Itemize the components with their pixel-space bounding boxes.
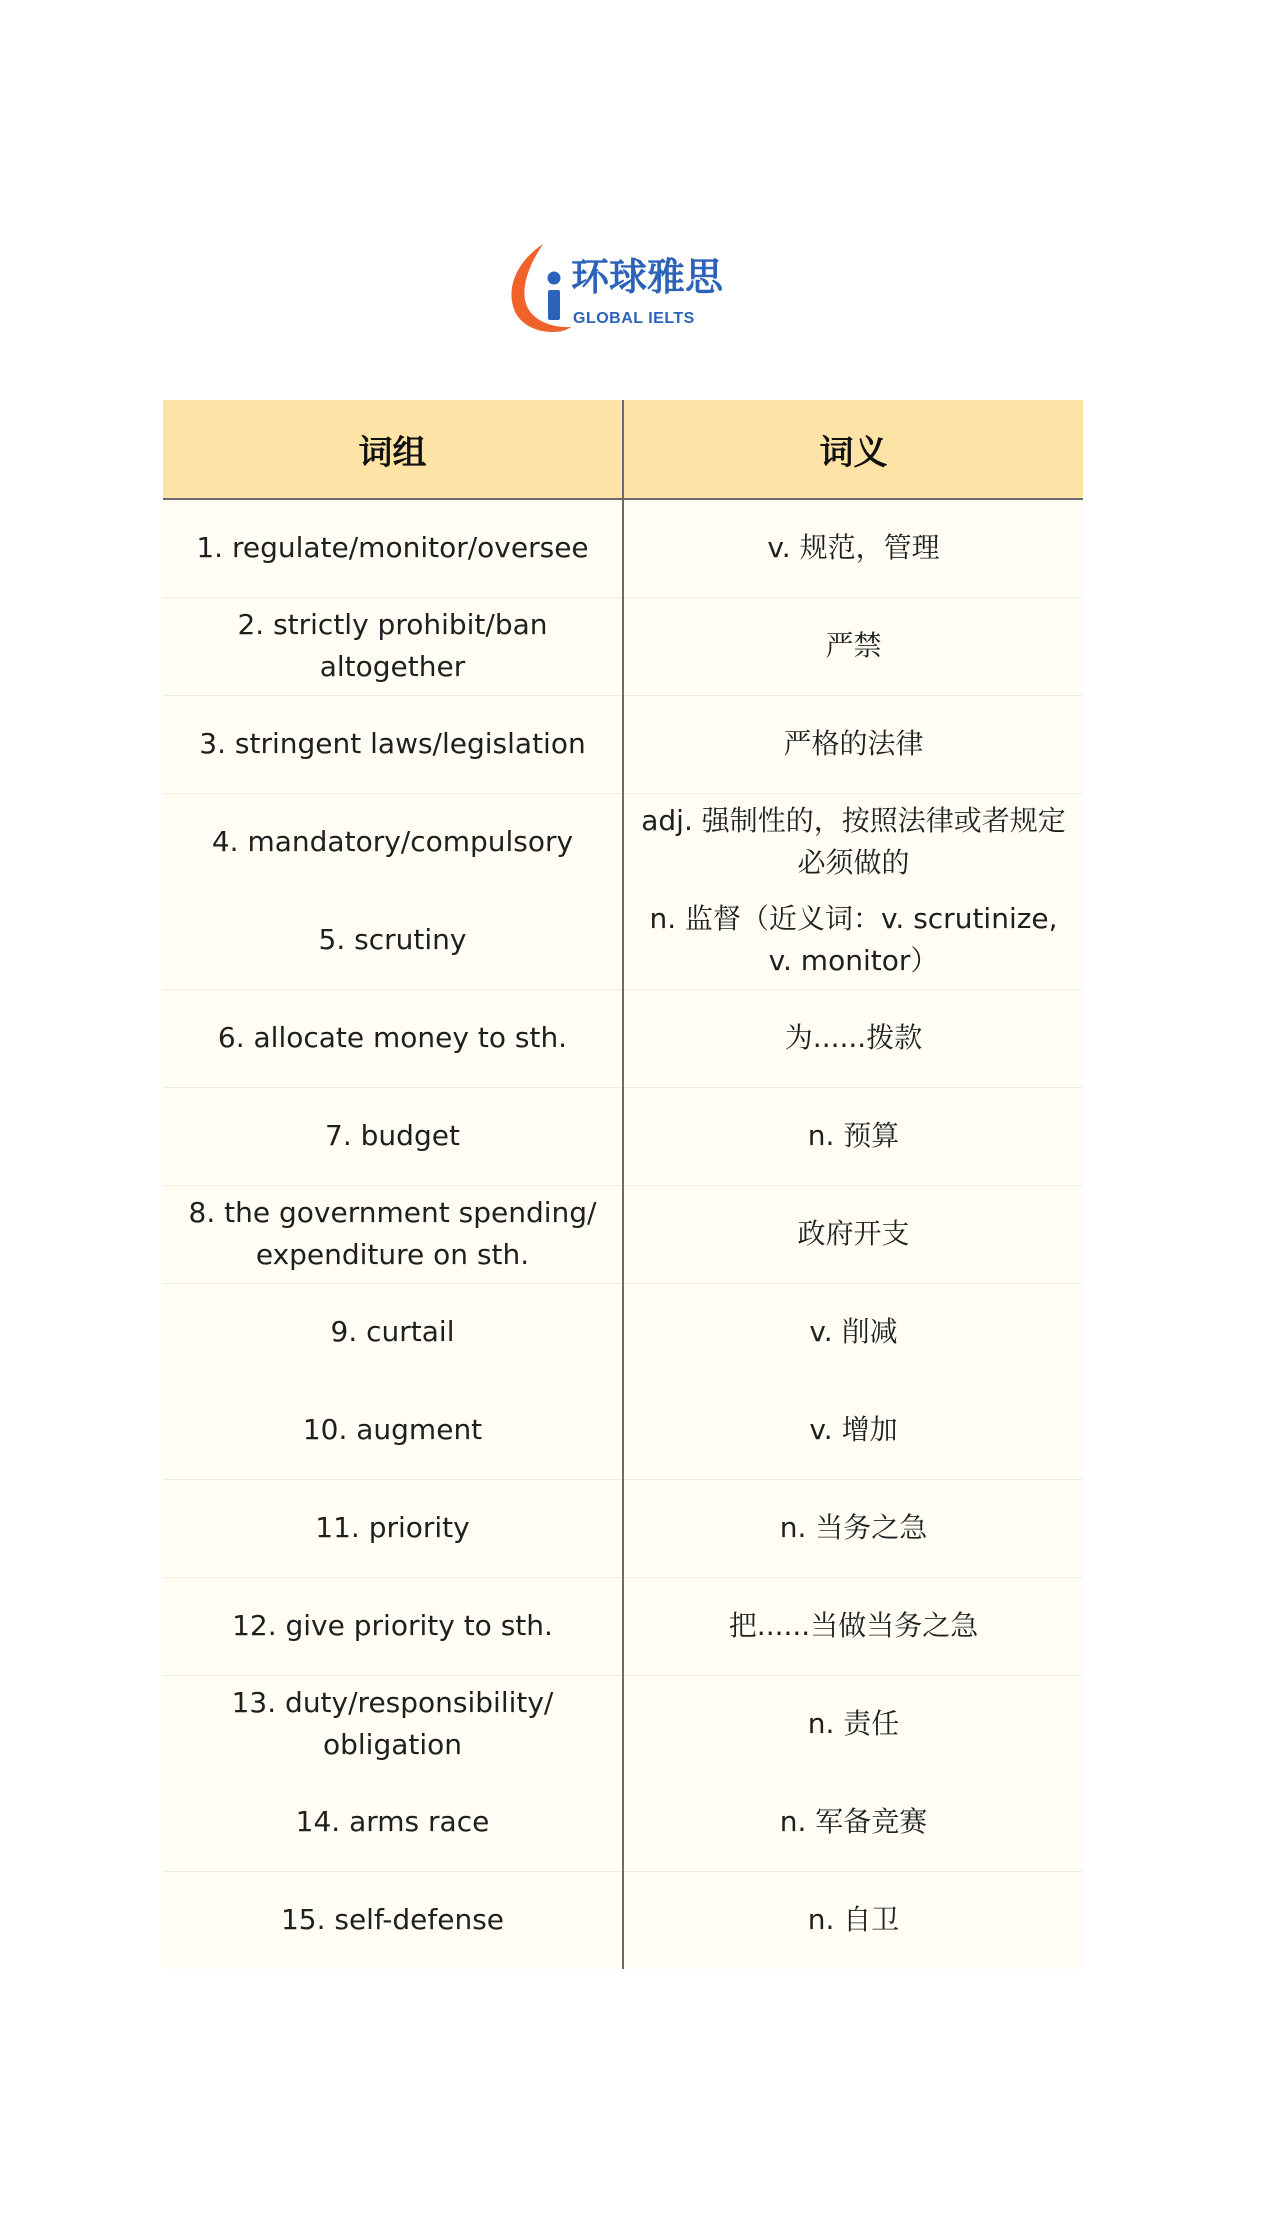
logo-chinese-name: 环球雅思 [571, 255, 724, 299]
meaning-cell: 严格的法律 [623, 695, 1083, 793]
table-row [163, 793, 1083, 891]
logo-emblem-icon [505, 238, 575, 338]
table-header-row [163, 400, 1083, 499]
meaning-cell: 政府开支 [623, 1185, 1083, 1283]
global-ielts-logo [505, 238, 735, 338]
vocabulary-table [163, 400, 1083, 1969]
table-row [163, 891, 1083, 989]
table-row [163, 1381, 1083, 1479]
meaning-cell: n. 当务之急 [623, 1479, 1083, 1577]
term-cell: 5. scrutiny [163, 891, 623, 989]
meaning-cell: n. 监督（近义词：v. scrutinize, v. monitor） [623, 891, 1083, 989]
meaning-cell: n. 军备竞赛 [623, 1773, 1083, 1871]
term-cell: 3. stringent laws/legislation [163, 695, 623, 793]
table-row [163, 1871, 1083, 1969]
term-cell: 6. allocate money to sth. [163, 989, 623, 1087]
meaning-cell: v. 规范，管理 [623, 499, 1083, 597]
term-cell: 4. mandatory/compulsory [163, 793, 623, 891]
table-row [163, 989, 1083, 1087]
term-cell: 1. regulate/monitor/oversee [163, 499, 623, 597]
meaning-cell: n. 自卫 [623, 1871, 1083, 1969]
header-meaning: 词义 [623, 400, 1083, 499]
meaning-cell: v. 削减 [623, 1283, 1083, 1381]
meaning-cell: 为......拨款 [623, 989, 1083, 1087]
meaning-cell: n. 预算 [623, 1087, 1083, 1185]
header-term: 词组 [163, 400, 623, 499]
meaning-cell: 把......当做当务之急 [623, 1577, 1083, 1675]
table-row [163, 597, 1083, 695]
term-cell: 13. duty/responsibility/ obligation [163, 1675, 623, 1773]
term-cell: 12. give priority to sth. [163, 1577, 623, 1675]
term-cell: 11. priority [163, 1479, 623, 1577]
table-row [163, 499, 1083, 597]
term-cell: 9. curtail [163, 1283, 623, 1381]
meaning-cell: adj. 强制性的，按照法律或者规定必须做的 [623, 793, 1083, 891]
table-row [163, 1577, 1083, 1675]
table-row [163, 1283, 1083, 1381]
term-cell: 10. augment [163, 1381, 623, 1479]
table-row [163, 695, 1083, 793]
table-row [163, 1185, 1083, 1283]
meaning-cell: v. 增加 [623, 1381, 1083, 1479]
logo-english-name: GLOBAL IELTS [573, 310, 695, 327]
table-row [163, 1087, 1083, 1185]
table-row [163, 1773, 1083, 1871]
term-cell: 8. the government spending/ expenditure on sth. [163, 1185, 623, 1283]
term-cell: 15. self-defense [163, 1871, 623, 1969]
table-row [163, 1479, 1083, 1577]
table-row [163, 1675, 1083, 1773]
meaning-cell: 严禁 [623, 597, 1083, 695]
term-cell: 7. budget [163, 1087, 623, 1185]
term-cell: 14. arms race [163, 1773, 623, 1871]
term-cell: 2. strictly prohibit/ban altogether [163, 597, 623, 695]
meaning-cell: n. 责任 [623, 1675, 1083, 1773]
